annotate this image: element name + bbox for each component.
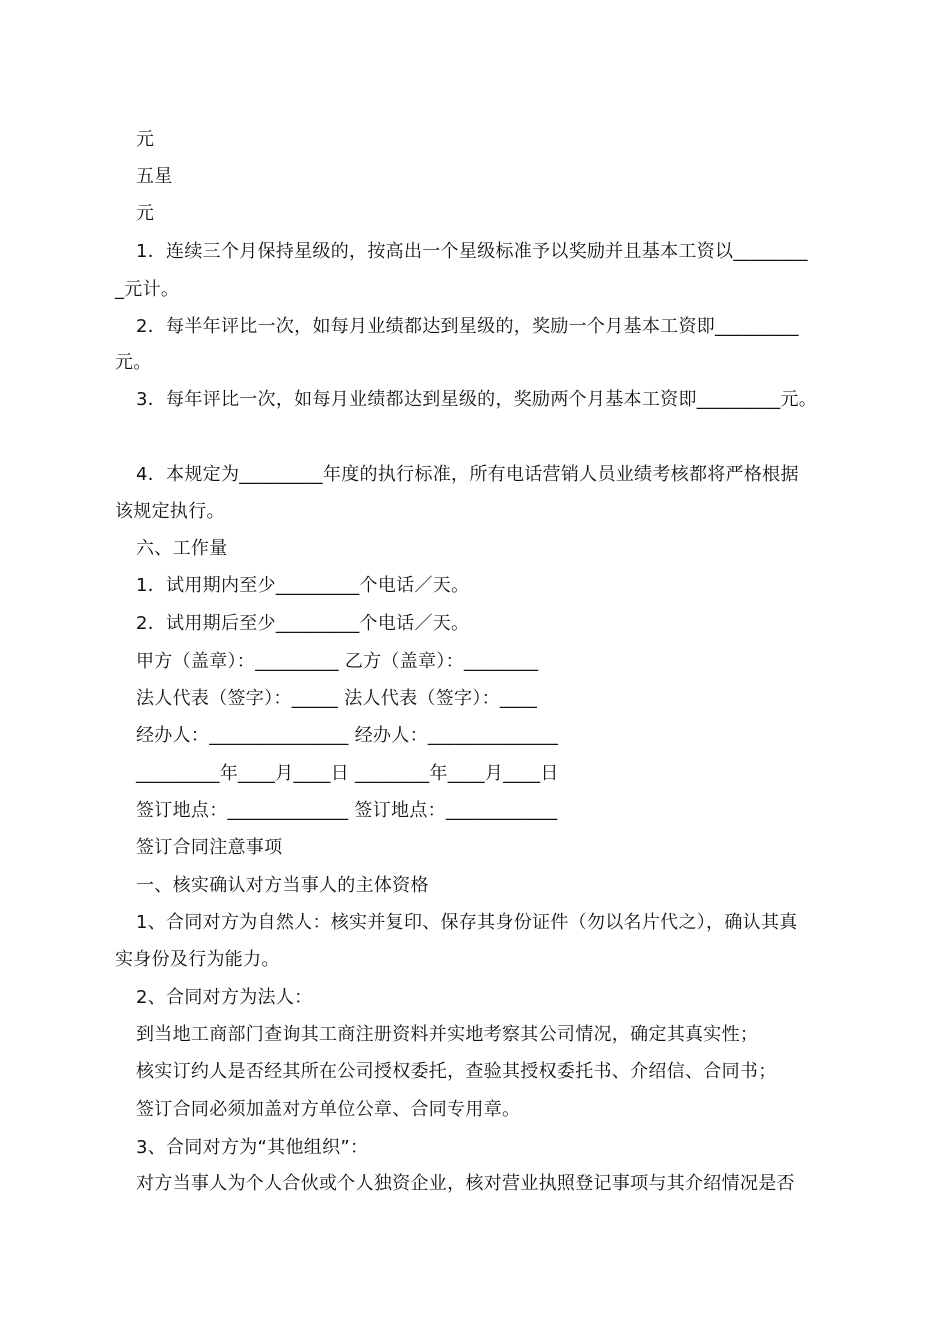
text-line: 1．连续三个月保持星级的，按高出一个星级标准予以奖励并且基本工资以________ bbox=[136, 241, 808, 262]
text-line: 元 bbox=[136, 203, 155, 224]
text-line: 1．试用期内至少_________个电话／天。 bbox=[136, 575, 470, 596]
section-heading: 签订合同注意事项 bbox=[136, 837, 283, 858]
text-line: 3．每年评比一次，如每月业绩都达到星级的，奖励两个月基本工资即_________元。 bbox=[136, 389, 818, 410]
signature-line-handler: 经办人：_______________ 经办人：______________ bbox=[136, 725, 559, 746]
section-heading: 一、核实确认对方当事人的主体资格 bbox=[136, 875, 429, 896]
signature-line-place: 签订地点：_____________ 签订地点：____________ bbox=[136, 800, 558, 821]
text-line: 2．试用期后至少_________个电话／天。 bbox=[136, 613, 470, 634]
section-heading: 六、工作量 bbox=[136, 538, 228, 559]
text-line: 实身份及行为能力。 bbox=[115, 949, 280, 970]
text-line: 到当地工商部门查询其工商注册资料并实地考察其公司情况，确定其真实性； bbox=[136, 1024, 759, 1045]
text-line: 4．本规定为_________年度的执行标准，所有电话营销人员业绩考核都将严格根据 bbox=[136, 464, 799, 485]
text-line: 2．每半年评比一次，如每月业绩都达到星级的，奖励一个月基本工资即_________ bbox=[136, 316, 799, 337]
text-line: 该规定执行。 bbox=[115, 501, 225, 522]
text-line: 1、合同对方为自然人：核实并复印、保存其身份证件（勿以名片代之），确认其真 bbox=[136, 912, 798, 933]
signature-line-date: _________年____月____日 ________年____月____日 bbox=[136, 763, 559, 784]
text-line: 对方当事人为个人合伙或个人独资企业，核对营业执照登记事项与其介绍情况是否 bbox=[136, 1173, 795, 1194]
text-line: 元 bbox=[136, 129, 155, 150]
text-line: 3、合同对方为“其他组织”： bbox=[136, 1137, 369, 1158]
signature-line-seal: 甲方（盖章）：_________ 乙方（盖章）：________ bbox=[136, 651, 539, 672]
signature-line-representative: 法人代表（签字）：_____ 法人代表（签字）：____ bbox=[136, 688, 538, 709]
text-line: 五星 bbox=[136, 166, 173, 187]
text-line: 2、合同对方为法人： bbox=[136, 987, 313, 1008]
text-line: 核实订约人是否经其所在公司授权委托，查验其授权委托书、介绍信、合同书； bbox=[136, 1061, 777, 1082]
text-line: _元计。 bbox=[115, 279, 180, 300]
text-line: 元。 bbox=[115, 352, 152, 373]
text-line: 签订合同必须加盖对方单位公章、合同专用章。 bbox=[136, 1099, 521, 1120]
